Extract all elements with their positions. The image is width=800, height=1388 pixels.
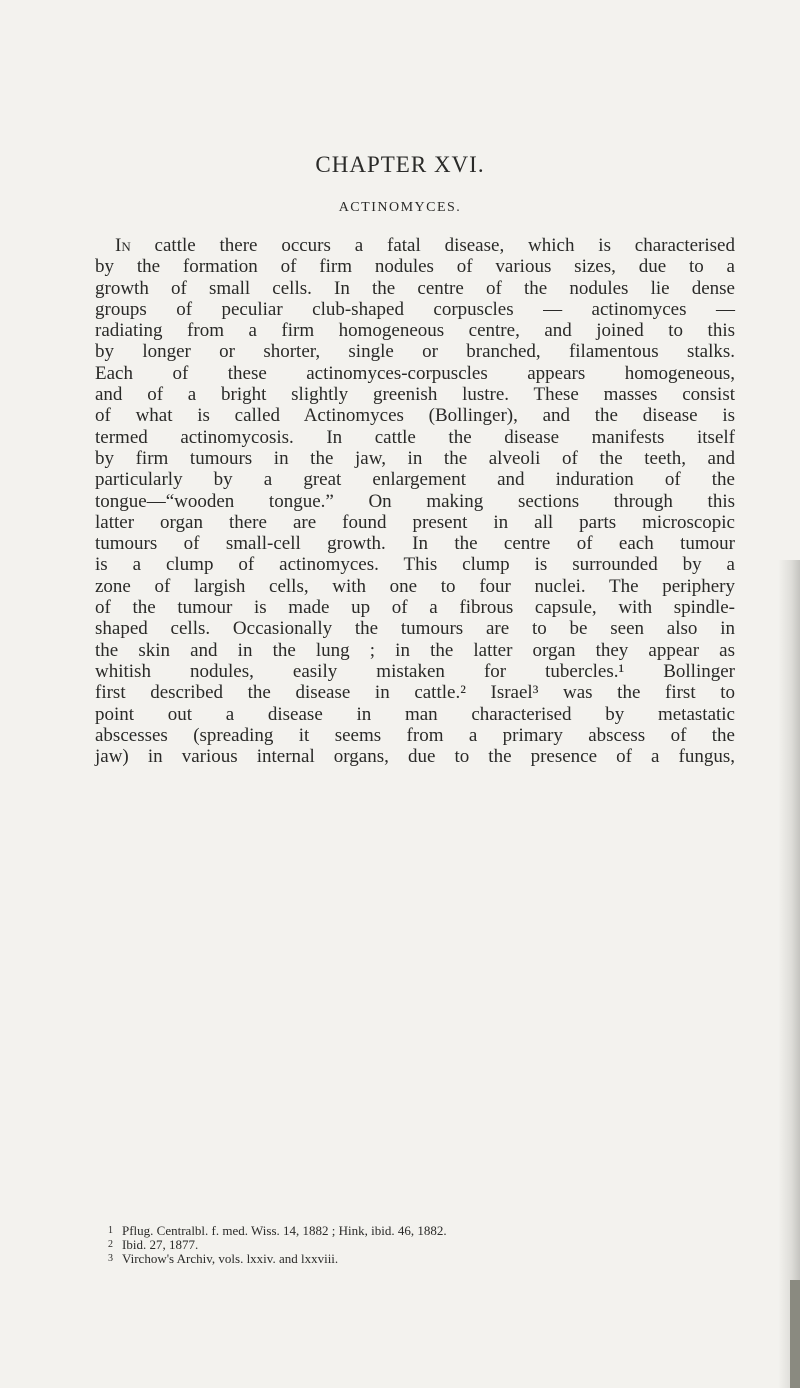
paragraph-line-1: In cattle there occurs a fatal disease, which is characterised xyxy=(115,235,735,256)
page-edge-dark-strip xyxy=(790,1280,800,1388)
page-edge-shadow xyxy=(778,560,800,1388)
footnote-mark: 3 xyxy=(108,1253,113,1264)
paragraph-line-8: and of a bright slightly greenish lustre. These masses consist xyxy=(95,384,735,406)
footnote-mark: 2 xyxy=(108,1239,113,1250)
paragraph-line-24: abscesses (spreading it seems from a primary abscess of the xyxy=(95,724,735,746)
paragraph-line-15: tumours of small-cell growth. In the centre of each tumour xyxy=(95,533,735,555)
footnote-3 xyxy=(108,1252,748,1266)
footnote-text: Ibid. 27, 1877. xyxy=(122,1237,199,1252)
paragraph-line-6: by longer or shorter, single or branched, filamentous stalks. xyxy=(95,341,735,363)
paragraph-line-14: latter organ there are found present in all parts microscopic xyxy=(95,511,735,533)
paragraph-line-3: growth of small cells. In the centre of the nodules lie dense xyxy=(95,277,735,299)
paragraph-line-5: radiating from a firm homogeneous centre, and joined to this xyxy=(95,320,735,342)
paragraph-line-16: is a clump of actinomyces. This clump is surrounded by a xyxy=(95,554,735,576)
paragraph-line-25: jaw) in various internal organs, due to the presence of a fungus, xyxy=(95,746,735,768)
paragraph-line-17: zone of largish cells, with one to four nuclei. The periphery xyxy=(95,575,735,597)
footnote-text: Virchow's Archiv, vols. lxxiv. and lxxviii. xyxy=(122,1251,339,1266)
paragraph-line-10: termed actinomycosis. In cattle the disease manifests itself xyxy=(95,426,735,448)
footnote-mark: 1 xyxy=(108,1225,113,1236)
paragraph-line-9: of what is called Actinomyces (Bollinger), and the disease is xyxy=(95,405,735,427)
paragraph-line-19: shaped cells. Occasionally the tumours are to be seen also in xyxy=(95,618,735,640)
paragraph-line-11: by firm tumours in the jaw, in the alveoli of the teeth, and xyxy=(95,447,735,469)
chapter-title: CHAPTER XVI. xyxy=(315,152,485,177)
paragraph-line-7: Each of these actinomyces-corpuscles appears homogeneous, xyxy=(95,362,735,384)
paragraph-line-12: particularly by a great enlargement and induration of the xyxy=(95,469,735,491)
paragraph-line-13: tongue—“wooden tongue.” On making sections through this xyxy=(95,490,735,512)
paragraph-line-23: point out a disease in man characterised by metastatic xyxy=(95,703,735,725)
paragraph-line-20: the skin and in the lung ; in the latter organ they appear as xyxy=(95,639,735,661)
body-paragraph xyxy=(95,235,735,767)
footnotes xyxy=(108,1224,748,1266)
paragraph-line-22: first described the disease in cattle.² Israel³ was the first to xyxy=(95,682,735,704)
section-title: ACTINOMYCES. xyxy=(338,200,462,215)
paragraph-line-2: by the formation of firm nodules of various sizes, due to a xyxy=(95,256,735,278)
opening-small-caps: In xyxy=(115,235,131,256)
paragraph-line-18: of the tumour is made up of a fibrous capsule, with spindle- xyxy=(95,597,735,619)
footnote-text: Pflug. Centralbl. f. med. Wiss. 14, 1882 ; Hink, ibid. 46, 1882. xyxy=(122,1223,447,1238)
footnote-1 xyxy=(108,1224,748,1238)
footnote-2 xyxy=(108,1238,748,1252)
paragraph-line-4: groups of peculiar club-shaped corpuscles — actinomyces — xyxy=(95,298,735,320)
paragraph-line-21: whitish nodules, easily mistaken for tubercles.¹ Bollinger xyxy=(95,660,735,682)
